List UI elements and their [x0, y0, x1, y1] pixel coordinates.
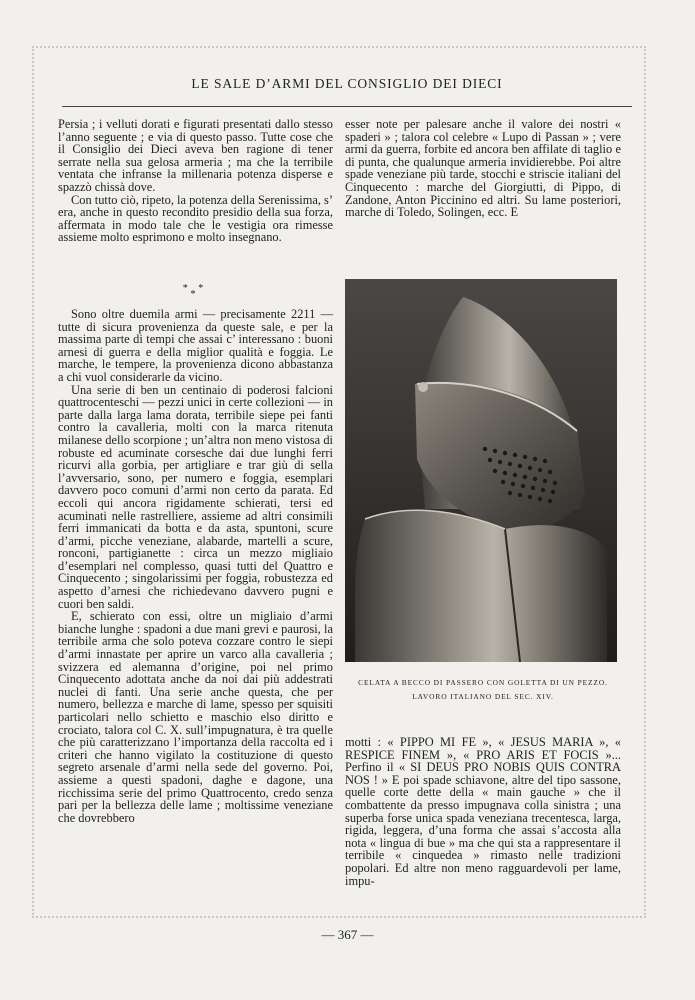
paragraph: Persia ; i velluti dorati e figurati presentati dallo stesso l’anno seguente ; e via di questo passo. Tutte cose che il Consiglio dei Dieci aveva ben ragione di tener serrate nella sua gelosa armeria ; ma che la terribile ventata che infranse la millenaria potenza disperse e spazzò chissà dove. [58, 117, 333, 194]
header-rule [62, 106, 632, 107]
paragraph: esser note per palesare anche il valore dei nostri « spaderi » ; talora col celebre « Lupo di Passan » ; vere armi da guerra, forbite ed ancora ben affilate di taglio e di punta, che qualunque armeria invidierebbe. Poi altre spade veneziane più tarde, stocchi e striscie italiani del Cinquecento : marche del Giorgiutti, di Pippo, di Zandone, Anton Piccinino ed altri. Su lame posteriori, marche di Toledo, Solingen, ecc. E [345, 117, 621, 220]
section-asterism: * * * [182, 283, 208, 300]
visor-pivot [418, 382, 428, 392]
caption-line: LAVORO ITALIANO DEL SEC. XIV. [412, 692, 554, 701]
running-head: LE SALE D’ARMI DEL CONSIGLIO DEI DIECI [191, 76, 503, 91]
figure-caption [345, 676, 621, 704]
right-column-top [345, 118, 621, 219]
right-column-bottom [345, 736, 621, 887]
paragraph: Con tutto ciò, ripeto, la potenza della Serenissima, s’ era, anche in questo recondito presidio della sua forza, affermata in modo tale che le vestigia ora rimesse assieme molto esprimono e molto insegnano. [58, 192, 333, 245]
caption-line: CELATA A BECCO DI PASSERO CON GOLETTA DI UN PEZZO. [358, 678, 608, 687]
left-column-main [58, 308, 333, 824]
paragraph: motti : « PIPPO MI FE », « JESUS MARIA », « RESPICE FINEM », « PRO ARIS ET FOCIS »... Perfino il « SI DEUS PRO NOBIS QUIS CONTRA NOS ! » E poi spade schiavone, altre del tipo sassone, quelle corte dette della « main gauche » che il combattente da presso impugnava colla sinistra ; una superba forse unica spada veneziana trecentesca, larga, rigida, leggera, d’una forma che assai s’accosta alla nota « lingua di bue » ma che qui sta a rappresentare il terribile « cinquedea » rimasto nelle tradizioni popolari. Ed altre non meno ragguardevoli per lame, impu- [345, 735, 621, 888]
left-column-top [58, 118, 333, 244]
page-number: — 367 — [321, 927, 374, 942]
paragraph: Sono oltre duemila armi — precisamente 2211 — tutte di sicura provenienza da queste sale, e per la massima parte di tempi che assai c’ interessano : buoni arnesi di guerra e della miglior qualità e foggia. Le marche, le tempere, la provenienza dicono abbastanza a chi vuol considerarle da vicino. [58, 307, 333, 384]
paragraph: E, schierato con essi, oltre un migliaio d’armi bianche lunghe : spadoni a due mani grevi e paurosi, la terribile arma che solo poteva cozzare contro le siepi d’armi innastate per aprire un varco alla cavalleria ; svizzera ed alemanna d’origine, poi nel primo Cinquecento adottata anche da noi dai più addestrati nuclei di fanti. Una serie anche questa, che per numero, bellezza e marche di lame, spesso per squisiti particolari nello schietto e maschio elso diritto e crociato, talora col C. X. sull’impugnatura, è tra quelle che più caratterizzano l’importanza della raccolta ed i criteri che hanno vigilato la costituzione di questo segreto arsenale d’armi nella sede del governo. Poi, assieme a questi spadoni, daghe e dagone, una ricchissima serie del primo Quattrocento, credo senza pari per la bellezza delle lame ; moltissime veneziane che dovrebbero [58, 609, 333, 825]
paragraph: Una serie di ben un centinaio di poderosi falcioni quattrocenteschi — pezzi unici in certe collezioni — in parte dalla larga lama dorata, terribile siepe pei fanti contro la cavalleria, molti con la marca ritenuta milanese dello scorpione ; un’altra non meno vistosa di robuste ed acuminate corsesche dai due lunghi ferri ricurvi alla gorbia, per artigliare e trar giù di sella l’avversario, sono, per numero e foggia, esemplari davvero poco comuni d’armi non certo da parata. Ed eccoli qui ancora rigidamente schierati, tersi ed acuminati nelle rastrelliere, assieme ad altri consimili ferri immanicati da botta e da asta, spuntoni, scure d’armi, picche veneziane, alabarde, martelli a scure, ronconi, partigianette : circa un mezzo migliaio d’esemplari nel complesso, quasi tutti del Quattro e Cinquecento ; singolarissimi per foggia, robustezza ed aspetto d’arnesi che richiedevano davvero pugni e cuori ben saldi. [58, 382, 333, 611]
helmet-photograph [345, 279, 617, 662]
bascinet-helmet-image [345, 279, 617, 662]
